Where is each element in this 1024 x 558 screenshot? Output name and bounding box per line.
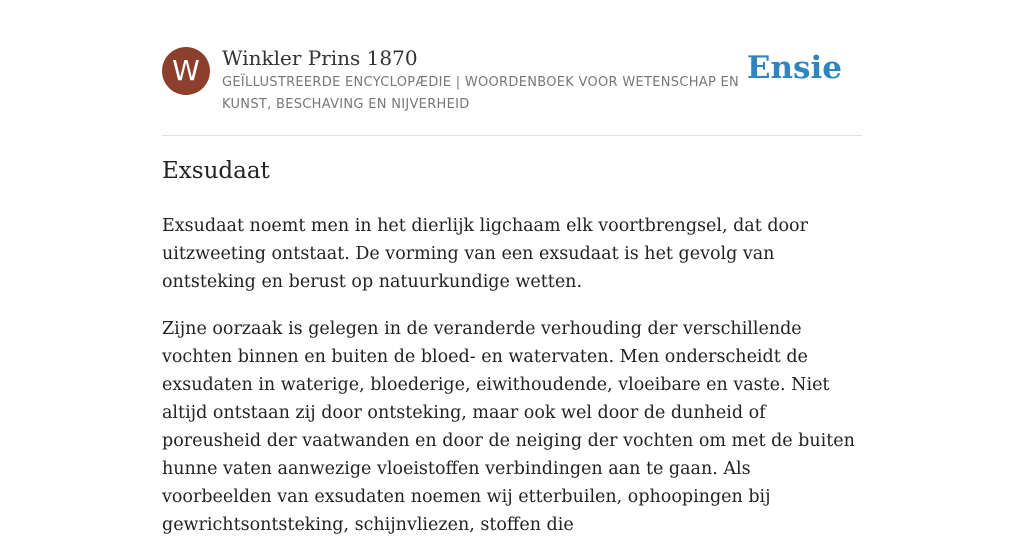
article-body — [162, 212, 862, 558]
source-avatar[interactable]: W — [162, 47, 210, 95]
source-header — [162, 44, 862, 114]
brand-logo[interactable]: Ensie — [746, 50, 842, 86]
source-subtitle: GEÏLLUSTREERDE ENCYCLOPÆDIE | WOORDENBOEK VOOR WETENSCHAP EN KUNST, BESCHAVING EN NIJVERHEID — [222, 75, 740, 112]
article-paragraph: Zijne oorzaak is gelegen in de veranderde verhouding der verschillende vochten binnen en buiten de bloed- en watervaten. Men onderscheidt de exsudaten in waterige, bloederige, eiwithoudende, vloeibare en vaste. Niet altijd ontstaan zij door ontsteking, maar ook wel door de dunheid of poreusheid der vaatwanden en door de neiging der vochten om met de buiten hunne vaten aanwezige vloeistoffen verbindingen aan te gaan. Als voorbeelden van exsudaten noemen wij etterbuilen, ophoopingen bij gewrichtsontsteking, schijnvliezen, stoffen die — [162, 319, 855, 535]
header-divider — [162, 135, 862, 136]
article-paragraph: Exsudaat noemt men in het dierlijk ligchaam elk voortbrengsel, dat door uitzweeting ontstaat. De vorming van een exsudaat is het gevolg van ontsteking en berust op natuurkundige wetten. — [162, 216, 808, 292]
source-title[interactable]: Winkler Prins 1870 — [222, 46, 418, 70]
article-title: Exsudaat — [162, 158, 270, 184]
